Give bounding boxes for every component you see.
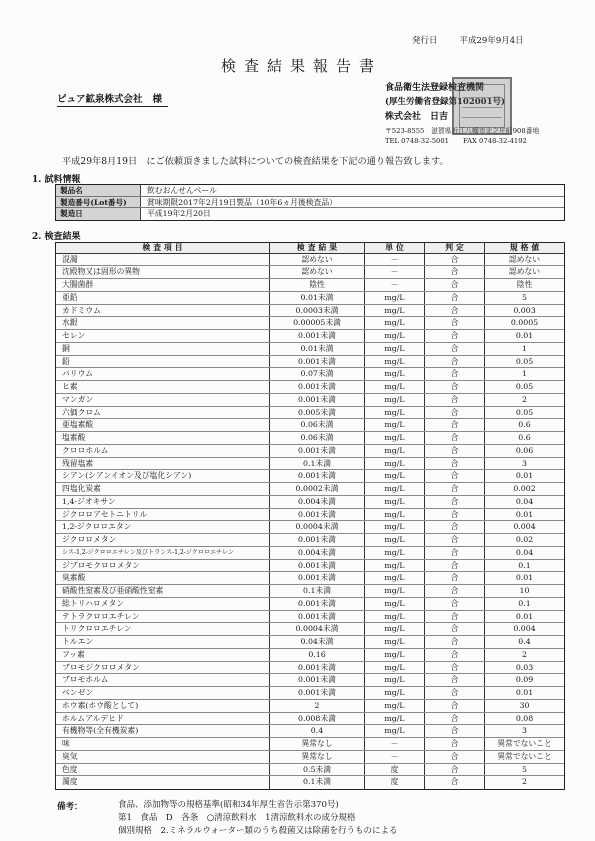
standard-value: 0.05 — [515, 407, 534, 417]
judgement: 合 — [425, 572, 485, 584]
item-name: シス-1,2-ジクロロエチレン及びトランス-1,2-ジクロロエチレン — [56, 547, 270, 559]
judgement: 合 — [425, 713, 485, 725]
unit: － — [365, 279, 425, 291]
standard-value: 0.6 — [518, 433, 531, 442]
standard-value: 0.004 — [513, 624, 536, 634]
test-result: 0.001未満 — [270, 662, 365, 674]
unit: mg/L — [365, 394, 425, 406]
test-result: 0.001未満 — [270, 687, 365, 699]
test-result: 認めない — [270, 254, 365, 266]
item-name: 六価クロム — [56, 407, 270, 419]
standard-value: 0.06 — [515, 445, 534, 455]
table-row — [56, 279, 564, 292]
table-row — [56, 368, 564, 381]
judgement: 合 — [425, 407, 485, 419]
results-body — [56, 254, 564, 790]
judgement: 合 — [425, 649, 485, 661]
item-name: ヒ素 — [56, 381, 270, 393]
item-name: 大腸菌群 — [56, 279, 270, 291]
sample-row — [56, 185, 564, 197]
test-result: 0.001未満 — [270, 509, 365, 521]
item-name: 濁度 — [56, 776, 270, 789]
test-result: 0.0004未満 — [270, 521, 365, 533]
standard-value: 0.01 — [515, 509, 534, 519]
standard-value: 認めない — [508, 267, 541, 277]
test-result: 0.01未満 — [270, 292, 365, 304]
unit: － — [365, 254, 425, 266]
item-name: ジクロロアセトニトリル — [56, 509, 270, 521]
standard-value: 10 — [519, 586, 530, 595]
table-row — [56, 700, 564, 713]
item-name: バリウム — [56, 368, 270, 380]
note-line: 食品、添加物等の規格基準(昭和34年厚生省告示第370号) — [118, 800, 339, 810]
item-name: ブロモホルム — [56, 674, 270, 686]
unit: mg/L — [365, 305, 425, 317]
column-header: 判定 — [425, 243, 485, 253]
item-name: テトラクロロエチレン — [56, 611, 270, 623]
table-row — [56, 419, 564, 432]
table-row — [56, 305, 564, 318]
sample-value: 賞味期限2017年2月19日製品（10年6ヵ月後検査品） — [147, 197, 337, 207]
standard-value: 0.002 — [513, 484, 536, 493]
standard-value: 2 — [522, 394, 527, 404]
table-row — [56, 725, 564, 738]
table-row — [56, 407, 564, 420]
judgement: 合 — [425, 751, 485, 763]
issuer-registration-number: (厚生労働省登録第102001号) — [385, 97, 506, 107]
table-row — [56, 751, 564, 764]
unit: mg/L — [365, 343, 425, 355]
judgement: 合 — [425, 445, 485, 457]
test-result: 0.001未満 — [270, 330, 365, 342]
standard-value: 0.01 — [515, 573, 534, 583]
item-name: 臭気 — [56, 751, 270, 763]
judgement: 合 — [425, 623, 485, 635]
test-result: 0.001未満 — [270, 674, 365, 686]
column-header: 検査項目 — [56, 243, 270, 253]
test-result: 0.001未満 — [270, 445, 365, 457]
unit: mg/L — [365, 509, 425, 521]
standard-value: 異常でないこと — [497, 751, 552, 761]
judgement: 合 — [425, 279, 485, 291]
judgement: 合 — [425, 356, 485, 368]
unit: mg/L — [365, 292, 425, 304]
test-result: 0.004未満 — [270, 547, 365, 559]
standard-value: 0.05 — [515, 356, 534, 366]
table-row — [56, 458, 564, 471]
test-result: 0.07未満 — [270, 368, 365, 380]
test-result: 0.001未満 — [270, 356, 365, 368]
test-result: 0.0002未満 — [270, 483, 365, 495]
item-name: トリクロロエチレン — [56, 623, 270, 635]
test-result: 0.5未満 — [270, 764, 365, 776]
unit: mg/L — [365, 432, 425, 444]
section-heading-sample: 1. 試料情報 — [32, 175, 81, 185]
table-row — [56, 496, 564, 509]
test-result: 0.008未満 — [270, 713, 365, 725]
item-name: 1,4-ジオキサン — [56, 496, 270, 508]
table-row — [56, 509, 564, 522]
unit: mg/L — [365, 636, 425, 648]
table-row — [56, 266, 564, 279]
standard-value: 3 — [522, 726, 527, 736]
unit: mg/L — [365, 381, 425, 393]
table-row — [56, 572, 564, 585]
standard-value: 0.01 — [515, 331, 534, 340]
unit: mg/L — [365, 674, 425, 686]
judgement: 合 — [425, 764, 485, 776]
test-result: 0.001未満 — [270, 394, 365, 406]
standard-value: 0.0005 — [510, 318, 539, 328]
judgement: 合 — [425, 662, 485, 674]
unit: － — [365, 751, 425, 763]
test-result: 0.1未満 — [270, 585, 365, 597]
sample-value: 飲むおんせんベール — [147, 186, 217, 195]
judgement: 合 — [425, 266, 485, 278]
table-row — [56, 649, 564, 662]
unit: mg/L — [365, 330, 425, 342]
judgement: 合 — [425, 636, 485, 648]
test-result: 0.04未満 — [270, 636, 365, 648]
column-header: 単位 — [365, 243, 425, 253]
judgement: 合 — [425, 674, 485, 686]
standard-value: 0.08 — [515, 713, 534, 723]
judgement: 合 — [425, 254, 485, 266]
judgement: 合 — [425, 547, 485, 559]
item-name: シアン(シアンイオン及び塩化シアン) — [56, 470, 270, 482]
table-row — [56, 292, 564, 305]
item-name: 銅 — [56, 343, 270, 355]
test-result: 0.001未満 — [270, 534, 365, 546]
unit: mg/L — [365, 483, 425, 495]
test-result: 0.06未満 — [270, 432, 365, 444]
table-row — [56, 674, 564, 687]
standard-value: 0.003 — [513, 305, 536, 315]
item-name: 硝酸性窒素及び亜硝酸性窒素 — [56, 585, 270, 597]
issuer-contact — [385, 137, 527, 145]
unit: mg/L — [365, 687, 425, 699]
standard-value: 2 — [522, 649, 527, 659]
judgement: 合 — [425, 292, 485, 304]
unit: mg/L — [365, 572, 425, 584]
standard-value: 0.01 — [515, 611, 534, 621]
table-row — [56, 623, 564, 636]
issuer-address: 〒523-8555 滋賀県近江八幡市北之庄町908番地 — [385, 127, 540, 135]
table-row — [56, 381, 564, 394]
unit: － — [365, 266, 425, 278]
test-result: 0.004未満 — [270, 496, 365, 508]
standard-value: 0.03 — [515, 662, 534, 672]
judgement: 合 — [425, 509, 485, 521]
table-row — [56, 534, 564, 547]
unit: mg/L — [365, 713, 425, 725]
unit: mg/L — [365, 662, 425, 674]
judgement: 合 — [425, 470, 485, 482]
judgement: 合 — [425, 458, 485, 470]
test-result: 0.1未満 — [270, 776, 365, 789]
unit: mg/L — [365, 368, 425, 380]
issue-date-line — [412, 34, 524, 46]
seal-mark — [462, 117, 502, 118]
item-name: ホルムアルデヒド — [56, 713, 270, 725]
test-result: 0.001未満 — [270, 598, 365, 610]
table-row — [56, 483, 564, 496]
standard-value: 0.1 — [518, 560, 531, 570]
unit: mg/L — [365, 317, 425, 329]
unit: mg/L — [365, 445, 425, 457]
item-name: ブロモジクロロメタン — [56, 662, 270, 674]
unit: mg/L — [365, 585, 425, 597]
standard-value: 0.09 — [515, 675, 534, 685]
table-row — [56, 687, 564, 700]
table-row — [56, 356, 564, 369]
judgement: 合 — [425, 776, 485, 789]
sample-info-table — [55, 184, 565, 221]
table-row — [56, 470, 564, 483]
standard-value: 0.05 — [515, 382, 534, 391]
unit: mg/L — [365, 649, 425, 661]
standard-value: 5 — [522, 292, 527, 302]
table-row — [56, 343, 564, 356]
issuer-fax: FAX 0748-32-4192 — [463, 137, 527, 145]
unit: － — [365, 738, 425, 750]
unit: mg/L — [365, 611, 425, 623]
unit: mg/L — [365, 419, 425, 431]
judgement: 合 — [425, 394, 485, 406]
sample-value: 平成19年2月20日 — [147, 209, 211, 218]
results-table — [55, 242, 565, 790]
item-name: ベンゼン — [56, 687, 270, 699]
standard-value: 2 — [522, 777, 527, 787]
issuer-company: 株式会社 日吉 — [385, 112, 449, 122]
column-header: 検査結果 — [270, 243, 365, 253]
item-name: 沈殿物又は固形の異物 — [56, 266, 270, 278]
item-name: セレン — [56, 330, 270, 342]
standard-value: 0.4 — [518, 637, 531, 646]
item-name: 残留塩素 — [56, 458, 270, 470]
table-row — [56, 611, 564, 624]
item-name: 総トリハロメタン — [56, 598, 270, 610]
sample-row — [56, 197, 564, 209]
unit: mg/L — [365, 598, 425, 610]
issue-date-label: 発行日 — [412, 36, 438, 46]
item-name: 味 — [56, 738, 270, 750]
unit: mg/L — [365, 725, 425, 737]
judgement: 合 — [425, 611, 485, 623]
results-header-row — [56, 243, 564, 254]
item-name: 亜塩素酸 — [56, 419, 270, 431]
standard-value: 0.1 — [518, 598, 531, 608]
test-result: 0.06未満 — [270, 419, 365, 431]
test-result: 0.001未満 — [270, 611, 365, 623]
table-row — [56, 432, 564, 445]
item-name: ジクロロメタン — [56, 534, 270, 546]
sample-row — [56, 208, 564, 220]
item-name: 四塩化炭素 — [56, 483, 270, 495]
judgement: 合 — [425, 687, 485, 699]
sample-label: 製造日 — [56, 208, 141, 220]
table-row — [56, 713, 564, 726]
unit: mg/L — [365, 496, 425, 508]
table-row — [56, 598, 564, 611]
sample-label: 製品名 — [56, 185, 141, 196]
unit: mg/L — [365, 470, 425, 482]
judgement: 合 — [425, 496, 485, 508]
judgement: 合 — [425, 700, 485, 712]
table-row — [56, 636, 564, 649]
test-result: 異常なし — [270, 738, 365, 750]
item-name: 鉛 — [56, 356, 270, 368]
judgement: 合 — [425, 534, 485, 546]
table-row — [56, 330, 564, 343]
item-name: 有機物等(全有機炭素) — [56, 725, 270, 737]
test-result: 0.0004未満 — [270, 623, 365, 635]
unit: mg/L — [365, 356, 425, 368]
recipient — [57, 91, 168, 107]
note-line: 第1 食品 D 各条 ○清涼飲料水 1清涼飲料水の成分規格 — [118, 813, 356, 823]
standard-value: 3 — [522, 458, 527, 468]
seal-mark — [462, 107, 502, 108]
issuer-tel: TEL 0748-32-5001 — [385, 137, 450, 145]
standard-value: 0.01 — [515, 688, 534, 697]
judgement: 合 — [425, 381, 485, 393]
judgement: 合 — [425, 725, 485, 737]
standard-value: 0.04 — [515, 496, 534, 506]
intro-text: 平成29年8月19日 にご依頼頂きました試料についての検査結果を下記の通り報告致します。 — [62, 156, 449, 167]
item-name: 1,2-ジクロロエタン — [56, 521, 270, 533]
section-heading-results: 2. 検査結果 — [32, 232, 81, 242]
issue-date: 平成29年9月4日 — [459, 36, 524, 46]
test-result: 0.001未満 — [270, 560, 365, 572]
item-name: 亜鉛 — [56, 292, 270, 304]
standard-value: 5 — [522, 764, 527, 774]
test-result: 0.005未満 — [270, 407, 365, 419]
table-row — [56, 317, 564, 330]
item-name: フッ素 — [56, 649, 270, 661]
judgement: 合 — [425, 521, 485, 533]
judgement: 合 — [425, 432, 485, 444]
standard-value: 1 — [522, 369, 527, 379]
column-header: 規格値 — [509, 243, 543, 252]
table-row — [56, 662, 564, 675]
unit: mg/L — [365, 623, 425, 635]
table-row — [56, 738, 564, 751]
item-name: マンガン — [56, 394, 270, 406]
judgement: 合 — [425, 368, 485, 380]
item-name: トルエン — [56, 636, 270, 648]
standard-value: 0.6 — [518, 420, 531, 430]
standard-value: 異常でないこと — [497, 739, 552, 748]
item-name: 色度 — [56, 764, 270, 776]
test-result: 0.0003未満 — [270, 305, 365, 317]
test-result: 認めない — [270, 266, 365, 278]
table-row — [56, 254, 564, 267]
test-result: 0.001未満 — [270, 381, 365, 393]
standard-value: 0.04 — [515, 547, 534, 557]
standard-value: 0.004 — [513, 522, 536, 532]
table-row — [56, 585, 564, 598]
standard-value: 陰性 — [516, 280, 533, 289]
table-row — [56, 560, 564, 573]
standard-value: 30 — [519, 700, 530, 710]
test-result: 陰性 — [270, 279, 365, 291]
judgement: 合 — [425, 738, 485, 750]
item-name: カドミウム — [56, 305, 270, 317]
test-result: 0.4 — [270, 725, 365, 737]
judgement: 合 — [425, 317, 485, 329]
judgement: 合 — [425, 560, 485, 572]
unit: mg/L — [365, 560, 425, 572]
judgement: 合 — [425, 483, 485, 495]
standard-value: 0.01 — [515, 471, 534, 481]
seal-mark — [462, 97, 502, 98]
unit: mg/L — [365, 458, 425, 470]
recipient-honorific: 様 — [152, 94, 163, 105]
table-row — [56, 547, 564, 560]
unit: mg/L — [365, 700, 425, 712]
table-row — [56, 445, 564, 458]
seal-inner-border — [459, 84, 505, 128]
unit: mg/L — [365, 534, 425, 546]
table-row — [56, 521, 564, 534]
table-row — [56, 776, 564, 789]
standard-value: 1 — [522, 343, 527, 353]
judgement: 合 — [425, 343, 485, 355]
test-result: 2 — [270, 700, 365, 712]
unit: mg/L — [365, 547, 425, 559]
table-row — [56, 394, 564, 407]
unit: 度 — [365, 776, 425, 789]
judgement: 合 — [425, 419, 485, 431]
item-name: ホウ素(ホウ酸として) — [56, 700, 270, 712]
judgement: 合 — [425, 305, 485, 317]
test-result: 0.001未満 — [270, 572, 365, 584]
notes-label: 備考： — [57, 802, 83, 812]
test-result: 0.16 — [270, 649, 365, 661]
item-name: クロロホルム — [56, 445, 270, 457]
test-result: 異常なし — [270, 751, 365, 763]
unit: mg/L — [365, 407, 425, 419]
standard-value: 0.02 — [515, 535, 534, 544]
unit: 度 — [365, 764, 425, 776]
standard-value: 認めない — [508, 254, 541, 264]
item-name: 塩素酸 — [56, 432, 270, 444]
item-name: 臭素酸 — [56, 572, 270, 584]
unit: mg/L — [365, 521, 425, 533]
judgement: 合 — [425, 585, 485, 597]
item-name: 混濁 — [56, 254, 270, 266]
note-line: 個別規格 2.ミネラルウォーター類のうち殺菌又は除菌を行うものによる — [118, 826, 398, 836]
document-title: 検査結果報告書 — [220, 57, 382, 75]
item-name: 水銀 — [56, 317, 270, 329]
issuer-registration: 食品衛生法登録検査機関 — [385, 83, 485, 93]
test-result: 0.01未満 — [270, 343, 365, 355]
table-row — [56, 764, 564, 777]
test-result: 0.001未満 — [270, 470, 365, 482]
test-result: 0.1未満 — [270, 458, 365, 470]
judgement: 合 — [425, 330, 485, 342]
item-name: ジブロモクロロメタン — [56, 560, 270, 572]
judgement: 合 — [425, 598, 485, 610]
recipient-name: ピュア鉱泉株式会社 — [57, 94, 143, 105]
sample-label: 製造番号(Lot番号) — [56, 197, 141, 208]
company-seal-stamp — [452, 77, 512, 135]
test-result: 0.00005未満 — [270, 317, 365, 329]
